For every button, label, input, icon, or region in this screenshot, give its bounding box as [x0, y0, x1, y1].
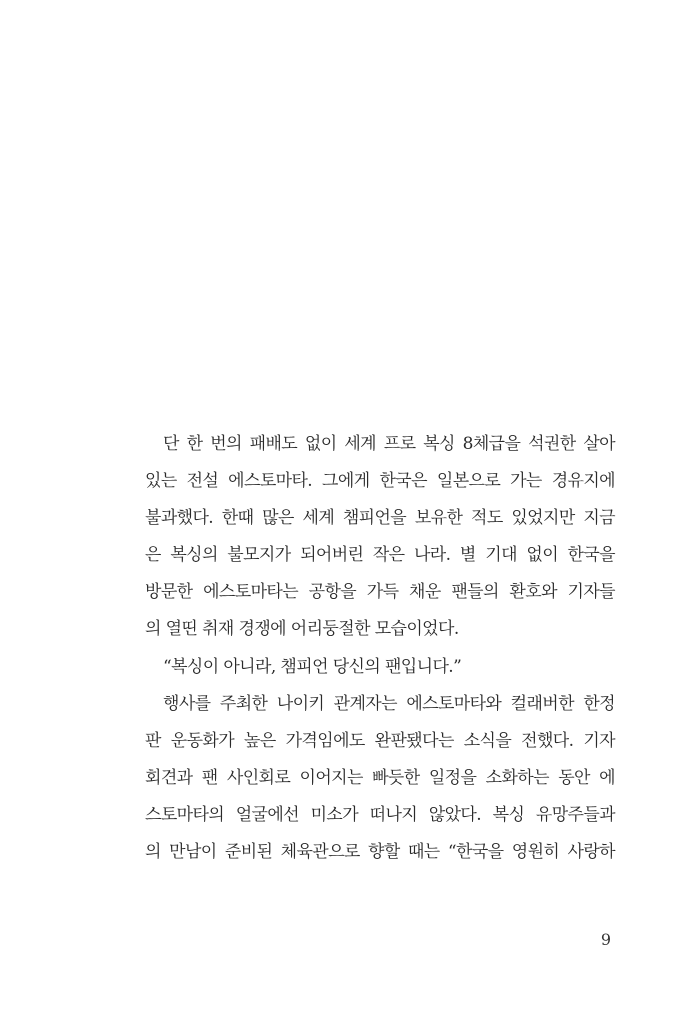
text-line: 불과했다. 한때 많은 세계 챔피언을 보유한 적도 있었지만 지금: [145, 508, 615, 529]
page-number: 9: [600, 930, 611, 949]
text-line: 행사를 주최한 나이키 관계자는 에스토마타와 컬래버한 한정: [163, 693, 615, 714]
text-line: 있는 전설 에스토마타. 그에게 한국은 일본으로 가는 경유지에: [145, 471, 615, 492]
text-line: 방문한 에스토마타는 공항을 가득 채운 팬들의 환호와 기자들: [145, 582, 615, 603]
text-line: 회견과 팬 사인회로 이어지는 빠듯한 일정을 소화하는 동안 에: [145, 767, 615, 788]
text-line: 은 복싱의 불모지가 되어버린 작은 나라. 별 기대 없이 한국을: [145, 545, 615, 566]
text-line: 판 운동화가 높은 가격임에도 완판됐다는 소식을 전했다. 기자: [145, 730, 615, 751]
text-line: 의 열띤 취재 경쟁에 어리둥절한 모습이었다.: [145, 619, 459, 640]
text-line: 스토마타의 얼굴에선 미소가 떠나지 않았다. 복싱 유망주들과: [145, 804, 615, 825]
text-line: 단 한 번의 패배도 없이 세계 프로 복싱 8체급을 석권한 살아: [163, 434, 615, 454]
text-line: 의 만남이 준비된 체육관으로 향할 때는 “한국을 영원히 사랑하: [145, 842, 615, 863]
dialogue-line: “복싱이 아니라, 챔피언 당신의 팬입니다.”: [163, 656, 462, 677]
body-text: [145, 426, 615, 871]
